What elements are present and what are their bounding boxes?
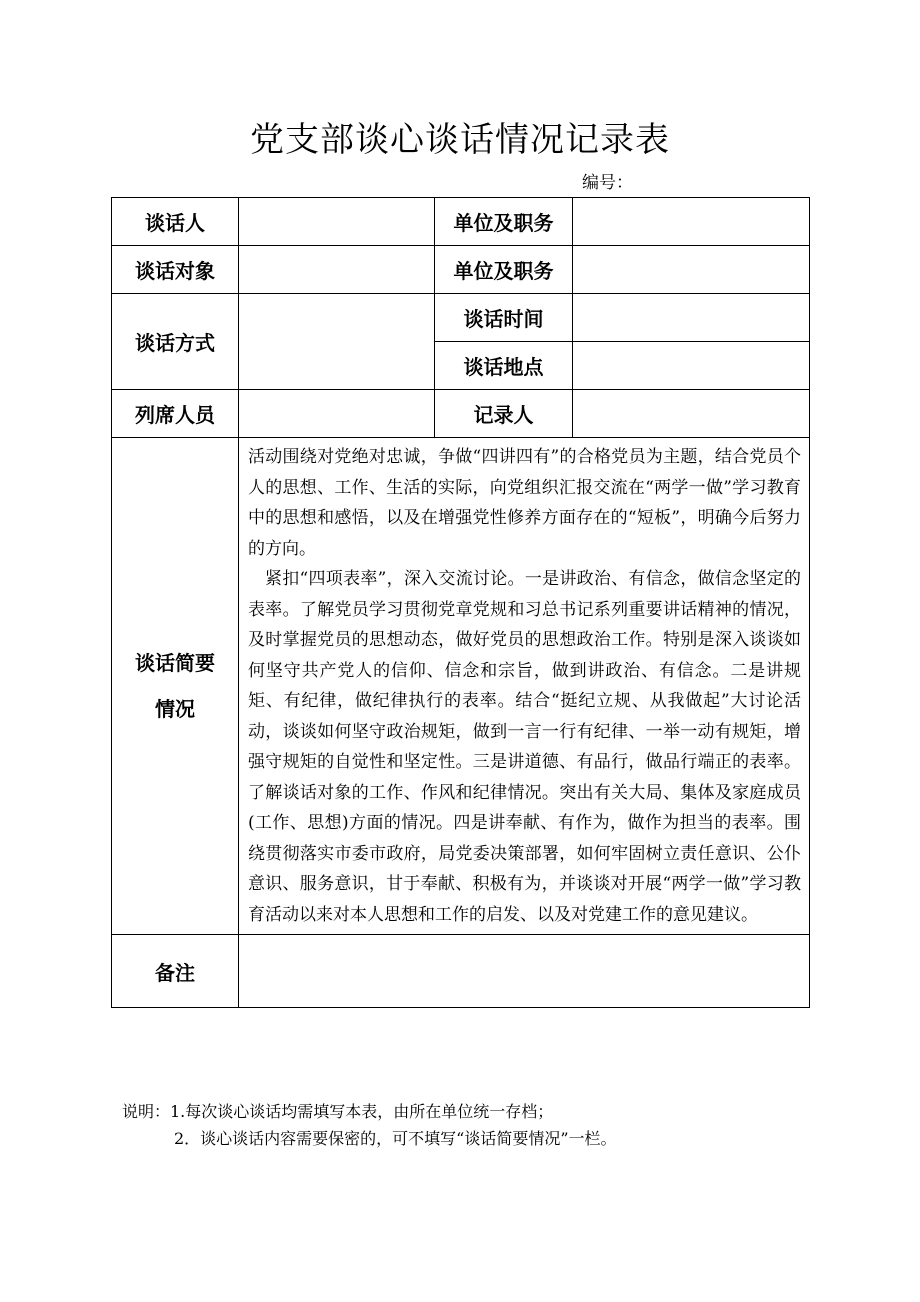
method-label: 谈话方式 bbox=[112, 294, 239, 390]
place-field[interactable] bbox=[573, 342, 810, 390]
record-form-table bbox=[111, 197, 810, 1008]
table-row-time bbox=[112, 294, 810, 342]
remarks-field[interactable] bbox=[239, 935, 810, 1008]
note-line-2: 2．谈心谈话内容需要保密的，可不填写“谈话简要情况”一栏。 bbox=[174, 1129, 617, 1148]
target-unit-field[interactable] bbox=[573, 246, 810, 294]
table-row-attendees bbox=[112, 390, 810, 438]
talker-unit-field[interactable] bbox=[573, 198, 810, 246]
summary-paragraph-1: 活动围绕对党绝对忠诚，争做“四讲四有”的合格党员为主题，结合党员个人的思想、工作、生活的实际，向党组织汇报交流在“两学一做”学习教育中的思想和感悟，以及在增强党性修养方面存在的“短板”，明确今后努力的方向。 bbox=[248, 447, 801, 559]
summary-label-line1: 谈话简要 bbox=[135, 651, 215, 675]
talker-label: 谈话人 bbox=[112, 198, 239, 246]
page-title: 党支部谈心谈话情况记录表 bbox=[250, 120, 670, 160]
summary-label bbox=[112, 438, 239, 935]
table-row-talker bbox=[112, 198, 810, 246]
place-label: 谈话地点 bbox=[435, 342, 573, 390]
doc-number-label: 编号： bbox=[582, 173, 633, 193]
summary-paragraph-2: 紧扣“四项表率”，深入交流讨论。一是讲政治、有信念，做信念坚定的表率。了解党员学习贯彻党章党规和习总书记系列重要讲话精神的情况，及时掌握党员的思想动态，做好党员的思想政治工作。特别是深入谈谈如何坚守共产党人的信仰、信念和宗旨，做到讲政治、有信念。二是讲规矩、有纪律，做纪律执行的表率。结合“挺纪立规、从我做起”大讨论活动，谈谈如何坚守政治规矩，做到一言一行有纪律、一举一动有规矩，增强守规矩的自觉性和坚定性。三是讲道德、有品行，做品行端正的表率。了解谈话对象的工作、作风和纪律情况。突出有关大局、集体及家庭成员(工作、思想)方面的情况。四是讲奉献、有作为，做作为担当的表率。围绕贯彻落实市委市政府，局党委决策部署，如何牢固树立责任意识、公仆意识、服务意识，甘于奉献、积极有为，并谈谈对开展“两学一做”学习教育活动以来对本人思想和工作的启发、以及对党建工作的意见建议。 bbox=[248, 569, 801, 925]
notes bbox=[122, 1098, 617, 1152]
talker-field[interactable] bbox=[239, 198, 435, 246]
method-field[interactable] bbox=[239, 294, 435, 390]
note-line-1: 说明：1.每次谈心谈话均需填写本表，由所在单位统一存档； bbox=[122, 1102, 554, 1121]
attendees-field[interactable] bbox=[239, 390, 435, 438]
talker-unit-label: 单位及职务 bbox=[435, 198, 573, 246]
recorder-label: 记录人 bbox=[435, 390, 573, 438]
summary-content[interactable] bbox=[239, 438, 810, 935]
summary-label-line2: 情况 bbox=[155, 697, 195, 721]
target-label: 谈话对象 bbox=[112, 246, 239, 294]
time-label: 谈话时间 bbox=[435, 294, 573, 342]
target-unit-label: 单位及职务 bbox=[435, 246, 573, 294]
table-row-target bbox=[112, 246, 810, 294]
time-field[interactable] bbox=[573, 294, 810, 342]
target-field[interactable] bbox=[239, 246, 435, 294]
recorder-field[interactable] bbox=[573, 390, 810, 438]
table-row-remarks bbox=[112, 935, 810, 1008]
remarks-label: 备注 bbox=[112, 935, 239, 1008]
attendees-label: 列席人员 bbox=[112, 390, 239, 438]
table-row-summary bbox=[112, 438, 810, 935]
